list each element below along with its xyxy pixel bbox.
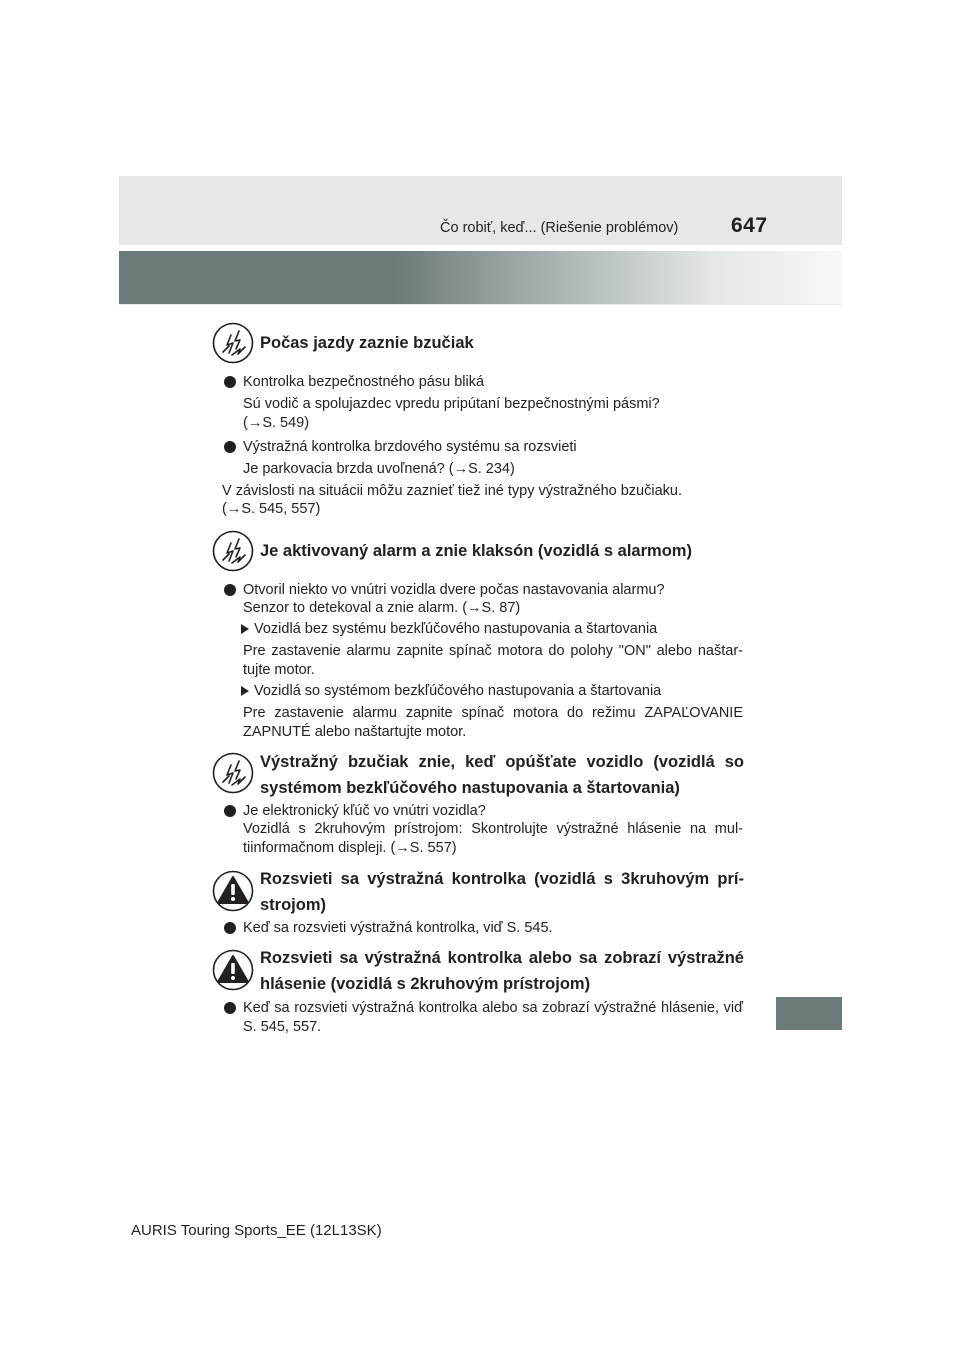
bullet-text: Keď sa rozsvieti výstražná kontrolka alebo sa zobrazí výstražné hlásenie, viď S. 545, 557. — [243, 1000, 743, 1035]
chapter-bar — [119, 251, 842, 304]
bullet-text: Senzor to detekoval a znie alarm. (→S. 87) — [243, 600, 521, 616]
sub-text: Pre zastavenie alarmu zapnite spínač motora do polohy "ON" alebo naštar-tujte motor. — [243, 643, 743, 678]
bullet-text: Otvoril niekto vo vnútri vozidla dvere počas nastavovania alarmu? — [243, 582, 665, 598]
footer-model: AURIS Touring Sports_EE (12L13SK) — [131, 1222, 382, 1239]
page-number: 647 — [731, 214, 768, 237]
heading-text: Rozsvieti sa výstražná kontrolka (vozidlá s 3kruhovým prí-strojom) — [260, 870, 744, 914]
bullet — [224, 584, 236, 596]
bullet — [224, 805, 236, 817]
bullet-text: Keď sa rozsvieti výstražná kontrolka, viď S. 545. — [243, 920, 553, 936]
chapter-tab — [776, 997, 842, 1030]
bullet-text: Sú vodič a spolujazdec vpredu pripútaní bezpečnostnými pásmi? — [243, 396, 660, 412]
warning-icon — [212, 870, 254, 912]
sub-text: Pre zastavenie alarmu zapnite spínač motora do režimu ZAPAĽOVANIE ZAPNUTÉ alebo naštartujte motor. — [243, 705, 743, 740]
bullet-text: Je parkovacia brzda uvoľnená? (→S. 234) — [243, 461, 515, 477]
bullet-title: Výstražná kontrolka brzdového systému sa rozsvieti — [243, 439, 577, 455]
section-title: Čo robiť, keď... (Riešenie problémov) — [440, 220, 679, 236]
bullet — [224, 376, 236, 388]
heading-text: Výstražný bzučiak znie, keď opúšťate vozidlo (vozidlá so systémom bezkľúčového nastupovania a štartovania) — [260, 753, 744, 797]
buzzer-icon — [212, 530, 254, 572]
heading-text: Rozsvieti sa výstražná kontrolka alebo sa zobrazí výstražné hlásenie (vozidlá s 2kruhovým prístrojom) — [260, 949, 744, 993]
triangle-bullet-icon — [241, 624, 249, 634]
sub-title: Vozidlá bez systému bezkľúčového nastupovania a štartovania — [254, 621, 658, 637]
heading-text: Počas jazdy zaznie bzučiak — [260, 334, 474, 352]
bullet-title: Kontrolka bezpečnostného pásu bliká — [243, 374, 485, 390]
sub-title: Vozidlá so systémom bezkľúčového nastupovania a štartovania — [254, 683, 662, 699]
bullet — [224, 922, 236, 934]
divider — [119, 304, 842, 305]
bullet — [224, 441, 236, 453]
page-ref: (→S. 549) — [243, 415, 310, 431]
buzzer-icon — [212, 322, 254, 364]
bullet-text: Je elektronický kľúč vo vnútri vozidla? — [243, 803, 486, 819]
note-ref: (→S. 545, 557) — [222, 501, 321, 517]
heading-text: Je aktivovaný alarm a znie klaksón (vozidlá s alarmom) — [260, 542, 692, 560]
buzzer-icon — [212, 752, 254, 794]
bullet — [224, 1002, 236, 1014]
warning-icon — [212, 949, 254, 991]
triangle-bullet-icon — [241, 686, 249, 696]
note-text: V závislosti na situácii môžu zaznieť tiež iné typy výstražného bzučiaku. — [222, 483, 682, 499]
bullet-text: Vozidlá s 2kruhovým prístrojom: Skontrolujte výstražné hlásenie na mul-tiinformačnom displeji. (→S. 557) — [243, 821, 743, 856]
